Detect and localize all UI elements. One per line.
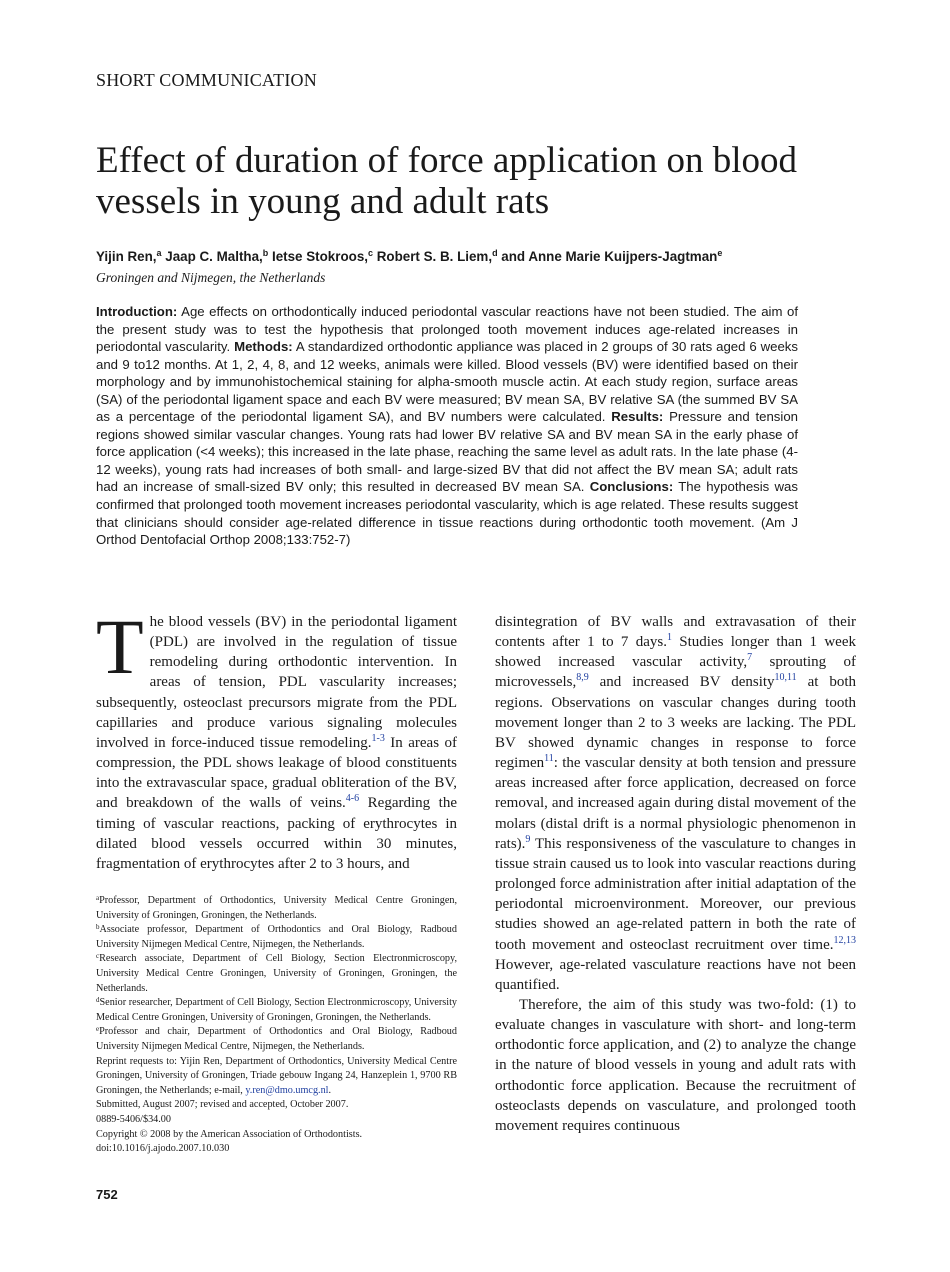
citation-link[interactable]: 1-3 bbox=[371, 732, 385, 744]
author-affiliation-mark: a bbox=[156, 248, 162, 258]
footnote-text: Professor and chair, Department of Orthodontics and Oral Biology, Radboud University Nijmegen Medical Centre, Nijmegen, the Netherlands. bbox=[96, 1026, 457, 1052]
citation-link[interactable]: 8,9 bbox=[576, 672, 589, 684]
page-number: 752 bbox=[96, 1187, 118, 1202]
abstract-intro-text: Age effects on orthodontically induced periodontal vascular reactions have not been studied. The aim of the present study was to test the hypothesis that prolonged tooth movement induces age-related increases in periodontal vascularity. bbox=[96, 304, 798, 355]
footnotes bbox=[96, 894, 457, 1157]
author-affiliation-mark: e bbox=[717, 248, 723, 258]
reprint-end: . bbox=[328, 1084, 332, 1096]
abstract-results-text: Pressure and tension regions showed similar vascular changes. Young rats had lower BV relative SA and BV mean SA in the early phase of force application (<4 weeks); this increased in the late phase, reaching the same level as adult rats. In the late phase (4-12 weeks), young rats had increases of both small- and large-sized BV that did not affect the BV mean SA; adult rats had an increase of small-sized BV only; this resulted in decreased BV mean SA. bbox=[96, 409, 798, 495]
author-name: Robert S. B. Liem, bbox=[376, 249, 493, 264]
article-title: Effect of duration of force application on blood vessels in young and adult rats bbox=[96, 140, 798, 222]
author-name: Yijin Ren, bbox=[96, 249, 157, 264]
citation-link[interactable]: 1 bbox=[666, 632, 672, 644]
author-affiliation-mark: c bbox=[367, 248, 373, 258]
author-name: and Anne Marie Kuijpers-Jagtman bbox=[501, 249, 718, 264]
citation-link[interactable]: 4-6 bbox=[345, 793, 360, 805]
body-paragraph bbox=[96, 603, 457, 874]
body-text: In areas of compression, the PDL shows leakage of blood constituents into the extravascular space, gradual obliteration of the BV, and breakdown of the walls of veins. bbox=[96, 734, 457, 812]
body-paragraph: Therefore, the aim of this study was two-fold: (1) to evaluate changes in vasculature with short- and long-term orthodontic force application, and (2) to analyze the change in the nature of blood vessels in young and adult rats with orthodontic force application. Because the recruitment of osteoclasts depends on vasculature, and prolonged tooth movement requires continuous bbox=[495, 996, 856, 1134]
body-text: at both regions. Observations on vascular changes during tooth movement longer than 2 to 3 weeks are lacking. The PDL BV showed dynamic changes in response to force regimen bbox=[495, 674, 856, 772]
footnote-a bbox=[96, 894, 457, 923]
affiliation-line: Groningen and Nijmegen, the Netherlands bbox=[96, 270, 326, 285]
citation-link[interactable]: 9 bbox=[525, 833, 531, 845]
body-paragraph bbox=[495, 612, 856, 995]
footnote-mark: e bbox=[96, 1025, 100, 1034]
body-text: he blood vessels (BV) in the periodontal ligament (PDL) are involved in the regulation of tissue remodeling during orthodontic intervention. In areas of tension, PDL vascularity increases; subsequently, osteoclast precursors migrate from the PDL capillaries and produce various signaling molecules involved in force-induced tissue remodeling. bbox=[96, 614, 457, 751]
footnote-text: Professor, Department of Orthodontics, University Medical Centre Groningen, University of Groningen, Groningen, the Netherlands. bbox=[96, 895, 457, 921]
footnote-c bbox=[96, 952, 457, 996]
body-column-right bbox=[495, 612, 856, 1136]
abstract bbox=[96, 303, 798, 549]
abstract-intro-label: Introduction: bbox=[96, 304, 178, 319]
body-text: However, age-related vasculature reactions have not been quantified. bbox=[495, 956, 856, 993]
citation-link[interactable]: 10,11 bbox=[774, 672, 797, 684]
author-affiliation-mark: d bbox=[492, 248, 498, 258]
abstract-methods-text: A standardized orthodontic appliance was placed in 2 groups of 30 rats aged 6 weeks and 9 to12 months. At 1, 2, 4, 8, and 12 weeks, animals were killed. Blood vessels (BV) were identified based on their morphology and by immunohistochemical staining for alpha-smooth muscle actin. At each study region, surface areas (SA) of the periodontal ligament space and each BV were measured; BV mean SA, BV relative SA (the summed BV SA as a percentage of the periodontal ligament SA), and BV numbers were calculated. bbox=[96, 339, 798, 425]
submission-dates: Submitted, August 2007; revised and accepted, October 2007. bbox=[96, 1099, 349, 1111]
footnote-mark: c bbox=[96, 952, 100, 961]
reprint-requests bbox=[96, 1055, 457, 1099]
footnote-text: Research associate, Department of Cell Biology, Section Electronmicroscopy, University Medical Centre Groningen, University of Groningen, Groningen, the Netherlands. bbox=[96, 953, 457, 994]
citation-link[interactable]: 11 bbox=[544, 753, 554, 765]
footnote-e bbox=[96, 1025, 457, 1054]
citation-link[interactable]: 7 bbox=[747, 652, 753, 664]
author-name: Ietse Stokroos, bbox=[271, 249, 368, 264]
body-text: Regarding the timing of vascular reactions, packing of erythrocytes in dilated blood vessels occurred within 30 minutes, fragmentation of erythrocytes after 2 to 3 hours, and bbox=[96, 795, 457, 872]
footnote-text: Associate professor, Department of Orthodontics and Oral Biology, Radboud University Nijmegen Medical Centre, Nijmegen, the Netherlands. bbox=[96, 924, 457, 950]
author-affiliation-mark: b bbox=[262, 248, 269, 258]
footnote-mark: b bbox=[96, 923, 100, 932]
body-column-left bbox=[96, 603, 457, 874]
footnote-d bbox=[96, 996, 457, 1025]
footnote-b bbox=[96, 923, 457, 952]
body-text: Studies longer than 1 week showed increased vascular activity, bbox=[495, 634, 856, 671]
citation-link[interactable]: 12,13 bbox=[833, 934, 856, 946]
footnote-text: Senior researcher, Department of Cell Biology, Section Electronmicroscopy, University Medical Centre Groningen, University of Groningen, Groningen, the Netherlands. bbox=[96, 997, 457, 1023]
body-text: This responsiveness of the vasculature to changes in tissue strain caused us to look into vascular reactions during prolonged force administration after initial adaptation of the periodontal microenvironment. Moreover, our previous studies showed an age-related pattern in both the rate of tooth movement and osteoclast recruitment over time. bbox=[495, 835, 856, 953]
doi[interactable]: doi:10.1016/j.ajodo.2007.10.030 bbox=[96, 1143, 230, 1155]
author-name: Jaap C. Maltha, bbox=[165, 249, 263, 264]
drop-cap: T bbox=[96, 603, 144, 690]
abstract-conclusions-label: Conclusions: bbox=[589, 479, 674, 495]
body-text: sprouting of microvessels, bbox=[495, 654, 856, 691]
body-text: disintegration of BV walls and extravasation of their contents after 1 to 7 days. bbox=[495, 614, 856, 651]
abstract-conclusions-text: The hypothesis was confirmed that prolonged tooth movement increases periodontal vascularity, which is age related. These results suggest that clinicians should consider age-related difference in tissue reactions during orthodontic tooth movement. (Am J Orthod Dentofacial Orthop 2008;133:752-7) bbox=[96, 479, 798, 548]
body-text: and increased BV density bbox=[588, 674, 775, 691]
issn: 0889-5406/$34.00 bbox=[96, 1113, 171, 1125]
author-list bbox=[96, 248, 856, 266]
abstract-results-label: Results: bbox=[611, 409, 664, 425]
body-text: : the vascular density at both tension and pressure areas increased after force application, decreased on force removal, and increased again during distal movement of the molars (distal drift is a normal physiologic phenomenon in rats). bbox=[495, 755, 856, 852]
abstract-methods-label: Methods: bbox=[234, 339, 293, 355]
footnote-mark: a bbox=[96, 894, 100, 902]
reprint-text: Reprint requests to: Yijin Ren, Department of Orthodontics, University Medical Centre Groningen, University of Groningen, Triade gebouw Ingang 24, Hanzeplein 1, 9700 RB Groningen, the Netherlands; e-mail, bbox=[96, 1055, 457, 1096]
email-link[interactable]: y.ren@dmo.umcg.nl bbox=[245, 1084, 329, 1096]
section-label: SHORT COMMUNICATION bbox=[96, 70, 317, 90]
footnote-mark: d bbox=[96, 996, 100, 1005]
copyright: Copyright © 2008 by the American Association of Orthodontists. bbox=[96, 1128, 363, 1140]
